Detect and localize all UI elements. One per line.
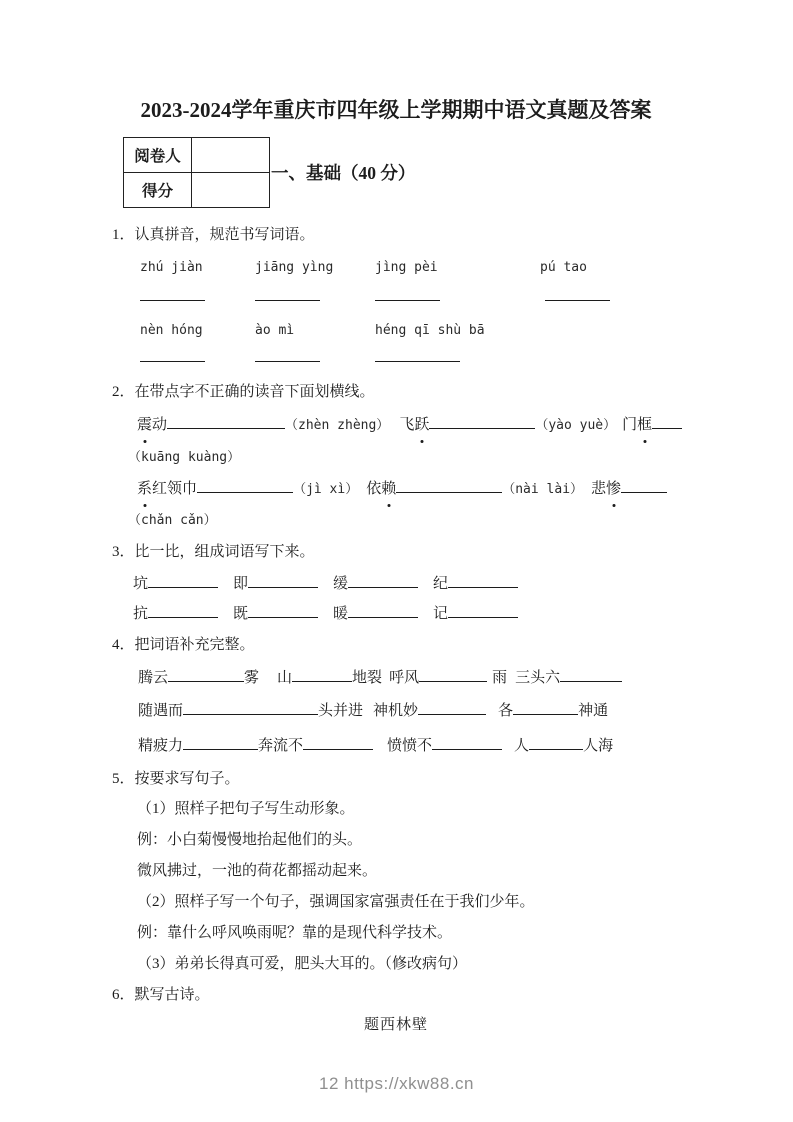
q5-example2 xyxy=(112,918,680,949)
text-segment: 人海 xyxy=(583,738,614,754)
q2-line1 xyxy=(112,409,680,441)
text-segment: 既 xyxy=(233,606,249,622)
pinyin-text: héng qī shù bā xyxy=(375,323,485,338)
answer-blank xyxy=(148,587,218,588)
char: 领 xyxy=(167,481,183,497)
q5-sub2 xyxy=(112,887,680,918)
pinyin-text: （yào yuè） xyxy=(535,418,617,433)
char: 依 xyxy=(366,481,382,497)
text-segment: 例：小白菊慢慢地抬起他们的头。 xyxy=(137,832,363,848)
spacer xyxy=(583,492,591,493)
text-segment: 1．认真拼音，规范书写词语。 xyxy=(112,227,315,243)
answer-blank xyxy=(448,587,518,588)
char: 巾 xyxy=(182,481,198,497)
text-segment: 各 xyxy=(498,703,514,719)
pinyin-text: pú tao xyxy=(540,260,587,275)
text-segment: （3）弟弟长得真可爱，肥头大耳的。（修改病句） xyxy=(137,956,468,972)
pinyin-text: （jì xì） xyxy=(293,482,359,497)
q5-label xyxy=(112,764,680,794)
q5-sub1 xyxy=(112,794,680,825)
dotted-char: 跃 xyxy=(414,409,429,441)
answer-blank xyxy=(148,617,218,618)
pinyin-text: （chǎn cǎn） xyxy=(128,513,217,528)
dotted-char: 震 xyxy=(137,409,152,441)
pinyin-text: jìng pèi xyxy=(375,260,438,275)
spacer xyxy=(418,587,433,588)
answer-blank xyxy=(375,344,460,362)
text-segment: 2．在带点字不正确的读音下面划横线。 xyxy=(112,384,375,400)
page-footer: 12 https://xkw88.cn xyxy=(318,1074,475,1093)
answer-blank xyxy=(418,714,486,715)
text-segment xyxy=(137,417,167,433)
text-segment: 奔流不 xyxy=(258,738,304,754)
answer-blank xyxy=(303,749,373,750)
text-segment: 5．按要求写句子。 xyxy=(112,771,240,787)
pinyin-text: jiāng yìng xyxy=(255,260,334,275)
text-segment xyxy=(366,481,396,497)
text-segment: 例：靠什么呼风唤雨呢？靠的是现代科学技术。 xyxy=(137,925,453,941)
text-segment: 神机妙 xyxy=(373,703,419,719)
dotted-char: 惨 xyxy=(606,473,621,505)
char: 动 xyxy=(152,417,168,433)
dotted-char: 框 xyxy=(637,409,652,441)
dotted-char: 赖 xyxy=(381,473,396,505)
score-table xyxy=(123,137,270,208)
pinyin-text: zhú jiàn xyxy=(140,260,203,275)
text-segment: 雾 xyxy=(244,670,260,686)
text-segment: 3．比一比，组成词语写下来。 xyxy=(112,544,315,560)
header-row xyxy=(112,137,680,208)
q4-row1 xyxy=(112,662,680,694)
q2-line2 xyxy=(112,441,680,473)
answer-blank xyxy=(545,283,610,301)
section-heading: 一、基础（40 分） xyxy=(271,163,416,183)
spacer xyxy=(373,749,387,750)
q3-row2 xyxy=(112,599,680,629)
answer-blank xyxy=(168,681,244,682)
text-segment: 记 xyxy=(433,606,449,622)
text-segment: 腾云 xyxy=(138,670,169,686)
q3-label xyxy=(112,536,680,569)
pinyin-text: ào mì xyxy=(255,323,295,338)
answer-blank xyxy=(183,749,258,750)
answer-blank xyxy=(183,714,318,715)
text-segment: 6．默写古诗。 xyxy=(112,987,210,1003)
char: 门 xyxy=(622,417,638,433)
answer-blank xyxy=(348,587,418,588)
text-segment: （2）照样子写一个句子，强调国家富强责任在于我们少年。 xyxy=(137,894,535,910)
pinyin-text: （zhèn zhèng） xyxy=(285,418,390,433)
poem-title xyxy=(112,1010,680,1040)
dotted-char: 系 xyxy=(137,473,152,505)
spacer xyxy=(358,492,366,493)
pinyin-text: （kuāng kuàng） xyxy=(128,450,241,465)
q1-label xyxy=(112,219,680,252)
pinyin-text: nèn hóng xyxy=(140,323,203,338)
spacer xyxy=(418,617,433,618)
spacer xyxy=(218,587,233,588)
q3-row1 xyxy=(112,569,680,599)
answer-blank xyxy=(255,344,320,362)
exam-body xyxy=(112,219,680,1040)
text-segment: 即 xyxy=(233,576,249,592)
q6-label xyxy=(112,980,680,1010)
answer-blank xyxy=(513,714,578,715)
text-segment: 缓 xyxy=(333,576,349,592)
text-segment: 精疲力 xyxy=(138,738,184,754)
score-value-cell xyxy=(192,173,270,208)
score-table-row-score xyxy=(124,173,270,208)
q1-blanks-row2 xyxy=(112,344,680,376)
spacer xyxy=(259,681,277,682)
text-segment: 呼风 xyxy=(389,670,420,686)
q5-example1 xyxy=(112,825,680,856)
answer-blank xyxy=(432,749,502,750)
text-segment xyxy=(137,481,197,497)
text-segment: 神通 xyxy=(578,703,609,719)
answer-blank xyxy=(560,681,622,682)
spacer xyxy=(502,749,514,750)
answer-blank xyxy=(248,617,318,618)
q2-line4 xyxy=(112,505,680,536)
answer-blank xyxy=(197,492,293,493)
text-segment: 地裂 xyxy=(352,670,383,686)
text-segment: 4．把词语补充完整。 xyxy=(112,637,255,653)
char: 红 xyxy=(152,481,168,497)
q4-row3 xyxy=(112,729,680,764)
spacer xyxy=(318,587,333,588)
text-segment: 雨 xyxy=(492,670,508,686)
spacer xyxy=(389,428,399,429)
answer-blank xyxy=(248,587,318,588)
text-segment: 抗 xyxy=(133,606,149,622)
pinyin-text: （nài lài） xyxy=(502,482,584,497)
answer-blank xyxy=(348,617,418,618)
answer-blank xyxy=(652,428,682,429)
text-segment xyxy=(399,417,429,433)
q4-row2 xyxy=(112,694,680,729)
answer-blank xyxy=(396,492,502,493)
char: 悲 xyxy=(591,481,607,497)
answer-blank xyxy=(419,681,487,682)
text-segment: 暖 xyxy=(333,606,349,622)
answer-blank xyxy=(167,428,285,429)
q5-answer1 xyxy=(112,856,680,887)
spacer xyxy=(382,681,389,682)
q1-pinyin-row2 xyxy=(112,317,680,344)
text-segment: （1）照样子把句子写生动形象。 xyxy=(137,801,355,817)
text-segment: 愤愤不 xyxy=(387,738,433,754)
answer-blank xyxy=(529,749,583,750)
text-segment: 微风拂过，一池的荷花都摇动起来。 xyxy=(137,863,378,879)
text-segment: 人 xyxy=(514,738,530,754)
grader-value-cell xyxy=(192,138,270,173)
text-segment: 山 xyxy=(277,670,293,686)
answer-blank xyxy=(375,283,440,301)
text-segment: 三头六 xyxy=(515,670,561,686)
answer-blank xyxy=(255,283,320,301)
text-segment: 纪 xyxy=(433,576,449,592)
char: 飞 xyxy=(399,417,415,433)
answer-blank xyxy=(429,428,535,429)
score-label: 得分 xyxy=(124,173,192,208)
page-title: 2023-2024学年重庆市四年级上学期期中语文真题及答案 xyxy=(140,98,652,122)
spacer xyxy=(507,681,515,682)
q1-blanks-row1 xyxy=(112,283,680,317)
text-segment: 随遇而 xyxy=(138,703,184,719)
text-segment: 坑 xyxy=(133,576,149,592)
answer-blank xyxy=(448,617,518,618)
spacer xyxy=(318,617,333,618)
q5-sub3 xyxy=(112,949,680,980)
text-segment: 题西林壁 xyxy=(363,1017,428,1033)
q2-line3 xyxy=(112,473,680,505)
q4-label xyxy=(112,629,680,662)
text-segment xyxy=(622,417,652,433)
q1-pinyin-row1 xyxy=(112,252,680,283)
answer-blank xyxy=(621,492,667,493)
q2-label xyxy=(112,376,680,409)
text-segment xyxy=(591,481,621,497)
answer-blank xyxy=(292,681,352,682)
answer-blank xyxy=(140,283,205,301)
spacer xyxy=(363,714,373,715)
answer-blank xyxy=(140,344,205,362)
grader-label: 阅卷人 xyxy=(124,138,192,173)
spacer xyxy=(218,617,233,618)
spacer xyxy=(486,714,498,715)
score-table-row-grader xyxy=(124,138,270,173)
text-segment: 头并进 xyxy=(318,703,364,719)
